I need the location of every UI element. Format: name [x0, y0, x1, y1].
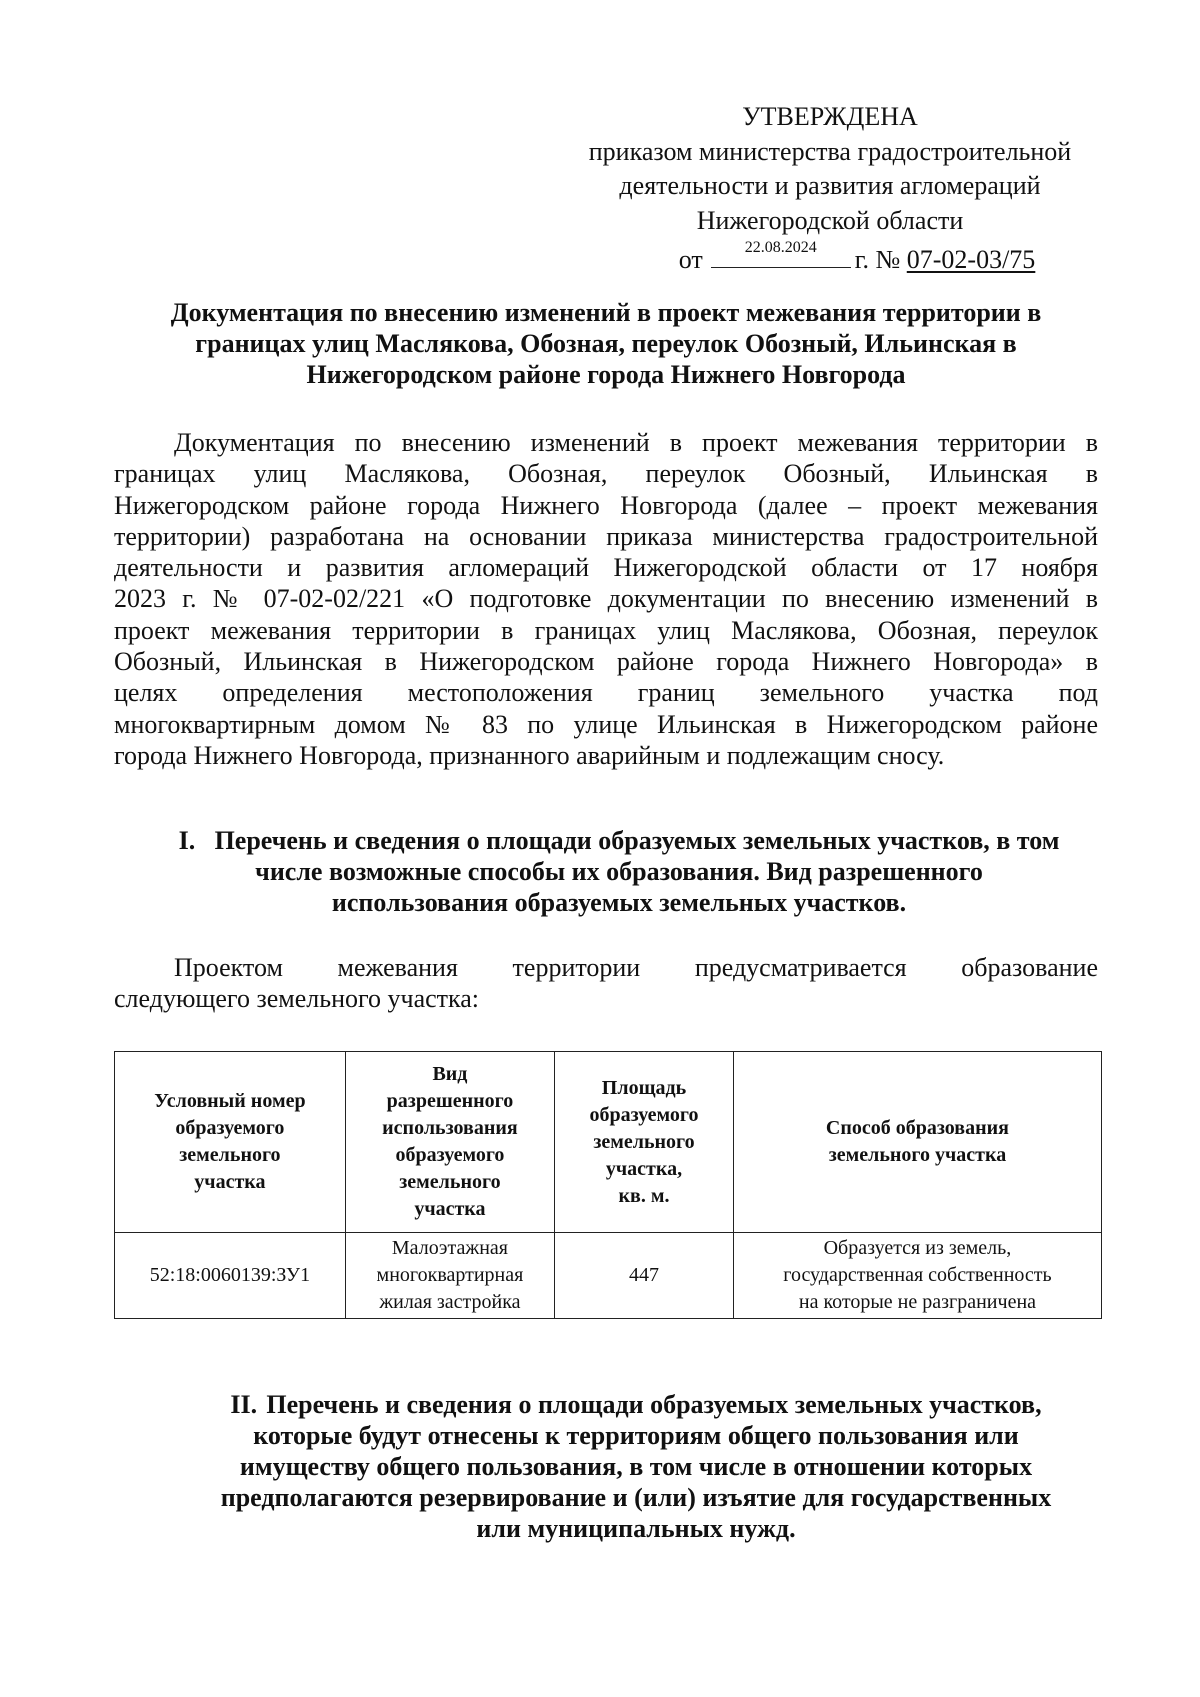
- date-field: [711, 241, 851, 268]
- paragraph-line: Документация по внесению изменений в проект межевания территории в: [174, 428, 1098, 457]
- approval-date-line: [547, 241, 1167, 278]
- section-2-numeral: II.: [230, 1390, 258, 1419]
- section-1-line-3: использования образуемых земельных участков.: [331, 888, 907, 917]
- table-cell: Образуется из земель, государственная собственность на которые не разграничена: [733, 1233, 1101, 1319]
- paragraph-line: следующего земельного участка:: [114, 984, 480, 1014]
- number-prefix: г. №: [854, 245, 901, 274]
- section-1-heading: [126, 825, 1112, 918]
- title-line-1: Документация по внесению изменений в проект межевания территории в: [170, 298, 1042, 327]
- section-1-paragraph: [114, 952, 1098, 1015]
- table-cell: 447: [555, 1233, 734, 1319]
- paragraph-line: проект межевания территории в границах улиц Маслякова, Обозная, переулок: [114, 615, 1098, 645]
- section-1-line-1: I. Перечень и сведения о площади образуемых земельных участков, в том: [178, 826, 1060, 855]
- column-header: Способ образования земельного участка: [733, 1052, 1101, 1233]
- column-header: Условный номер образуемого земельного участка: [115, 1052, 346, 1233]
- section-2-line-4: предполагаются резервирование и (или) изъятие для государственных: [220, 1483, 1052, 1512]
- date-value: 22.08.2024: [744, 239, 817, 256]
- section-2-heading: [160, 1389, 1112, 1544]
- table-cell: Малоэтажная многоквартирная жилая застройка: [345, 1233, 554, 1319]
- paragraph-line: многоквартирным домом № 83 по улице Ильинская в Нижегородском районе: [114, 709, 1098, 739]
- paragraph-line: Проектом межевания территории предусматривается образование: [174, 953, 1098, 982]
- table-cell: 52:18:0060139:ЗУ1: [115, 1233, 346, 1319]
- section-2-line-3: имуществу общего пользования, в том числе в отношении которых: [239, 1452, 1033, 1481]
- section-2-line-1: II. Перечень и сведения о площади образуемых земельных участков,: [230, 1390, 1042, 1419]
- paragraph-line: границах улиц Маслякова, Обозная, переулок Обозный, Ильинская в: [114, 459, 1098, 489]
- paragraph-line: 2023 г. № 07-02-02/221 «О подготовке документации по внесению изменений в: [114, 584, 1098, 614]
- document-title: [114, 297, 1098, 390]
- approval-stamp: [520, 100, 1140, 275]
- column-header: Вид разрешенного использования образуемого земельного участка: [345, 1052, 554, 1233]
- title-line-3: Нижегородском районе города Нижнего Новгорода: [306, 360, 906, 389]
- land-plots-table: [114, 1051, 1102, 1319]
- column-header: Площадь образуемого земельного участка, кв. м.: [555, 1052, 734, 1233]
- title-line-2: границах улиц Маслякова, Обозная, переулок Обозный, Ильинская в: [195, 329, 1017, 358]
- approval-region-line: Нижегородской области: [696, 205, 964, 235]
- section-2-line-5: или муниципальных нужд.: [476, 1514, 796, 1543]
- paragraph-line: целях определения местоположения границ земельного участка под: [114, 678, 1098, 708]
- paragraph-line: Нижегородском районе города Нижнего Новгорода (далее – проект межевания: [114, 490, 1098, 520]
- paragraph-line: Обозный, Ильинская в Нижегородском районе города Нижнего Новгорода» в: [114, 647, 1098, 677]
- paragraph-line: деятельности и развития агломераций Нижегородской области от 17 ноября: [114, 553, 1098, 583]
- section-2-line-2: которые будут отнесены к территориям общего пользования или: [253, 1421, 1019, 1450]
- table-header-row: [115, 1052, 1102, 1233]
- date-prefix: от: [678, 245, 703, 274]
- order-number: 07-02-03/75: [906, 245, 1036, 274]
- section-1-line-2: числе возможные способы их образования. Вид разрешенного: [255, 857, 983, 886]
- section-1-numeral: I.: [178, 826, 196, 855]
- intro-paragraph: [114, 427, 1098, 771]
- approval-order-line: приказом министерства градостроительной: [588, 136, 1072, 166]
- table-body: [115, 1233, 1102, 1319]
- table-row: [115, 1233, 1102, 1319]
- approval-heading: УТВЕРЖДЕНА: [742, 102, 918, 131]
- paragraph-line: территории) разработана на основании приказа министерства градостроительной: [114, 521, 1098, 551]
- paragraph-line: города Нижнего Новгорода, признанного аварийным и подлежащим сносу.: [114, 740, 945, 770]
- approval-ministry-line: деятельности и развития агломераций: [619, 171, 1041, 200]
